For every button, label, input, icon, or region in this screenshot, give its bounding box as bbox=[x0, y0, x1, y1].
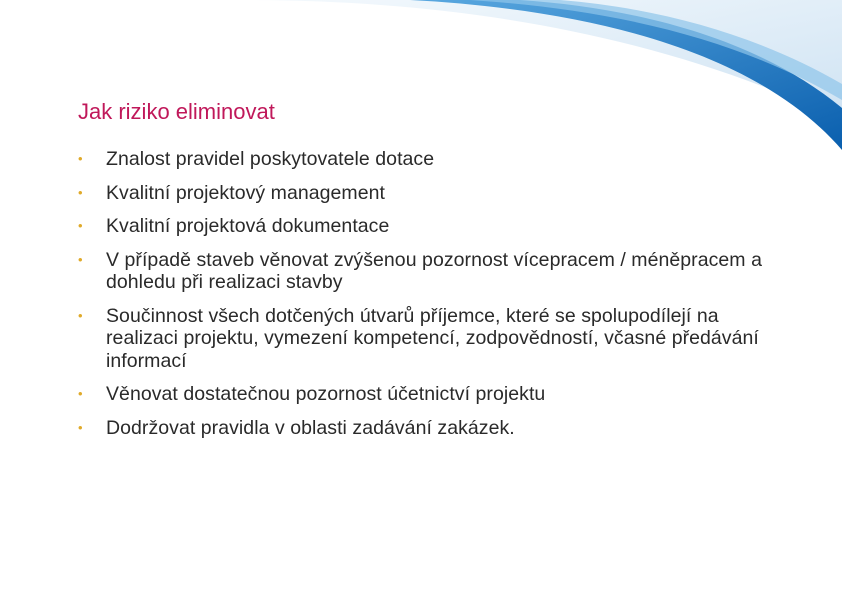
bullet-text: Věnovat dostatečnou pozornost účetnictví projektu bbox=[106, 383, 546, 405]
bullet-item bbox=[78, 305, 778, 373]
bullet-item bbox=[78, 417, 778, 440]
bullet-text: V případě staveb věnovat zvýšenou pozornost vícepracem / méněpracem a dohledu při realizaci stavby bbox=[106, 248, 762, 293]
bullet-dot-icon: • bbox=[78, 386, 83, 401]
bullet-text: Součinnost všech dotčených útvarů příjemce, které se spolupodílejí na realizaci projektu, vymezení kompetencí, zodpovědností, včasné předávání informací bbox=[106, 304, 759, 372]
bullet-dot-icon: • bbox=[78, 307, 83, 323]
slide-title: Jak riziko eliminovat bbox=[78, 98, 275, 124]
bullet-item bbox=[78, 148, 778, 171]
bullet-text: Kvalitní projektový management bbox=[106, 181, 385, 204]
bullet-item bbox=[78, 383, 778, 406]
bullet-dot-icon: • bbox=[78, 251, 83, 267]
bullet-dot-icon: • bbox=[78, 419, 83, 435]
bullet-dot-icon: • bbox=[78, 184, 83, 200]
bullet-text: Kvalitní projektová dokumentace bbox=[106, 215, 390, 237]
bullet-text: Dodržovat pravidla v oblasti zadávání zakázek. bbox=[106, 416, 515, 439]
bullet-item bbox=[78, 215, 778, 238]
bullet-list bbox=[78, 148, 778, 450]
bullet-dot-icon: • bbox=[78, 218, 83, 233]
bullet-item bbox=[78, 249, 778, 294]
bullet-text: Znalost pravidel poskytovatele dotace bbox=[106, 148, 435, 170]
bullet-item bbox=[78, 182, 778, 205]
bullet-dot-icon: • bbox=[78, 151, 83, 166]
